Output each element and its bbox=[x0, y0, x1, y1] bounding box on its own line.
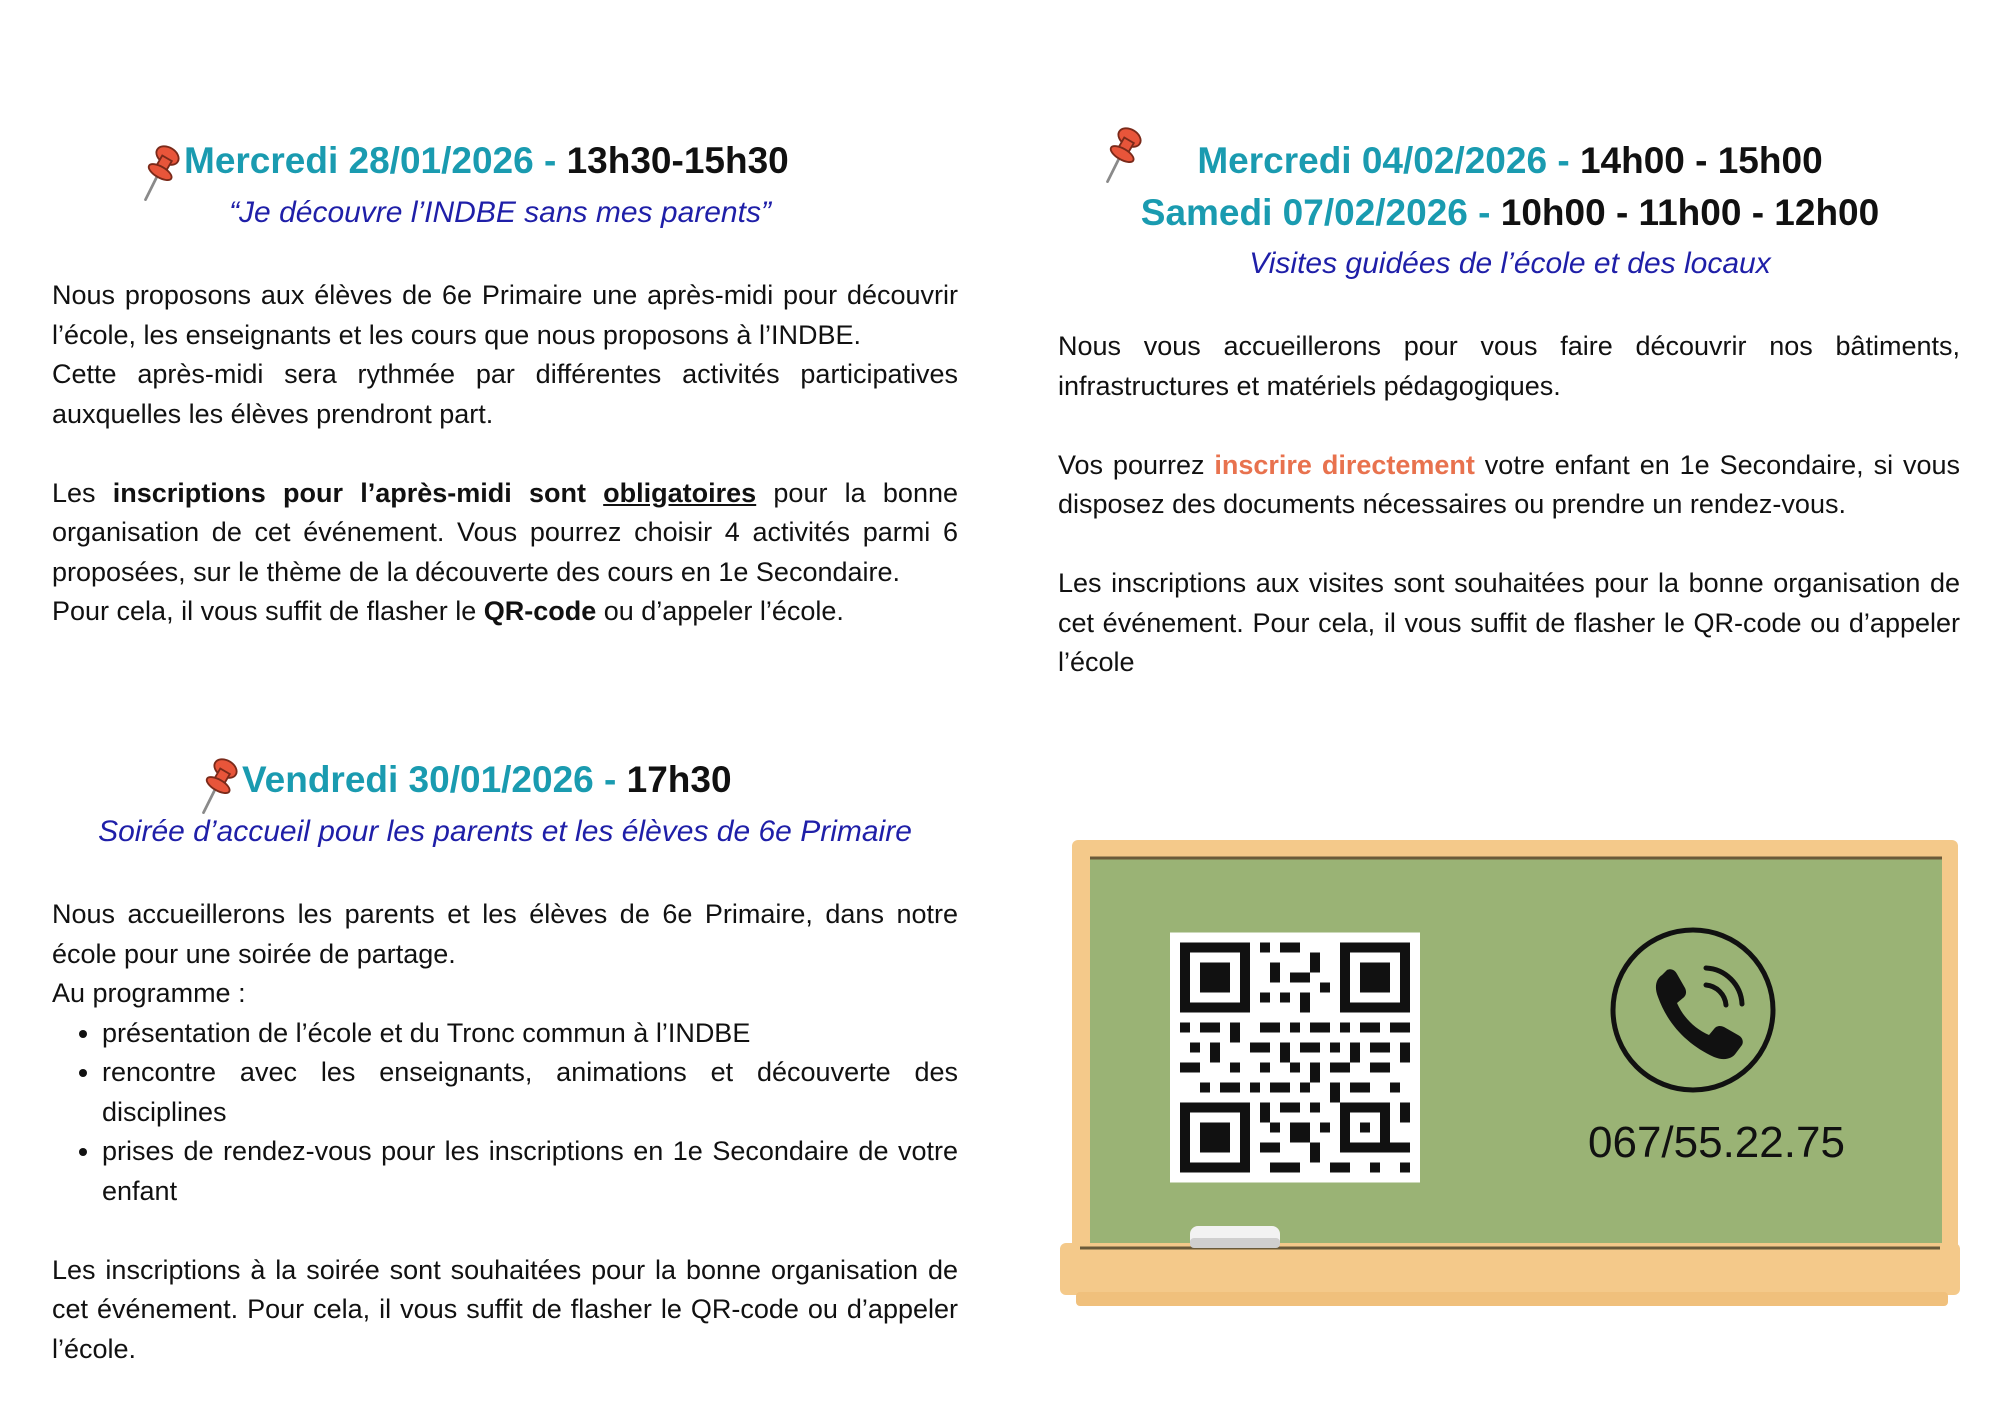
pushpin-icon bbox=[198, 755, 242, 817]
section3-body bbox=[1058, 327, 1960, 683]
program-list bbox=[52, 1014, 958, 1212]
section2-paragraph-2: Au programme : bbox=[52, 978, 246, 1008]
text-run: Les bbox=[52, 477, 113, 508]
section2-time: 17h30 bbox=[626, 759, 732, 800]
text-run: Pour cela, il vous suffit de flasher le bbox=[52, 596, 484, 626]
section3-date-1: Mercredi 04/02/2026 bbox=[1197, 140, 1548, 181]
section1-paragraph-3 bbox=[52, 474, 958, 593]
text-run-highlight: inscrire directement bbox=[1214, 449, 1475, 480]
title-separator: - bbox=[533, 140, 567, 181]
section1-date: Mercredi 28/01/2026 bbox=[184, 140, 534, 181]
pushpin-icon bbox=[140, 142, 184, 204]
text-run: pour la bonne organisation de cet événement. Vous pourrez choisir 4 activités parmi 6 proposées, sur le thème de la découverte des cours en 1e Secondaire. bbox=[52, 477, 958, 587]
section2-subtitle: Soirée d’accueil pour les parents et les élèves de 6e Primaire bbox=[98, 815, 912, 848]
section3-paragraph-3: Les inscriptions aux visites sont souhaitées pour la bonne organisation de cet événement. Pour cela, il vous suffit de flasher le QR-code ou d’appeler l’école bbox=[1058, 568, 1960, 677]
section3-title-line2 bbox=[1060, 188, 1960, 238]
list-item: • rencontre avec les enseignants, animations et découverte des disciplines bbox=[102, 1053, 958, 1132]
section2-paragraph-1: Nous accueillerons les parents et les élèves de 6e Primaire, dans notre école pour une soirée de partage. bbox=[52, 899, 958, 969]
section2-paragraph-3: Les inscriptions à la soirée sont souhaitées pour la bonne organisation de cet événement. Pour cela, il vous suffit de flasher le QR-code ou d’appeler l’école. bbox=[52, 1254, 958, 1364]
text-run-bold: QR-code bbox=[483, 596, 597, 626]
section3-time-1: 14h00 - 15h00 bbox=[1579, 140, 1823, 181]
qr-code[interactable] bbox=[1170, 930, 1420, 1185]
section2-title bbox=[242, 755, 732, 805]
text-run: votre enfant en 1e Secondaire, si vous disposez des documents nécessaires ou prendre un rendez-vous. bbox=[1058, 449, 1961, 519]
section1-subtitle: “Je découvre l’INDBE sans mes parents” bbox=[229, 196, 771, 229]
section1-paragraph-4 bbox=[52, 592, 958, 632]
section1-paragraph-1: Nous proposons aux élèves de 6e Primaire une après-midi pour découvrir l’école, les enseignants et les cours que nous proposons à l’INDBE. bbox=[52, 280, 958, 350]
section1-title bbox=[184, 136, 789, 186]
section2-body bbox=[52, 895, 958, 1369]
title-separator: - bbox=[1547, 140, 1580, 181]
section3-time-2: 10h00 - 11h00 - 12h00 bbox=[1500, 192, 1880, 233]
text-run-bold: inscriptions pour l’après-midi sont bbox=[112, 477, 604, 508]
text-run: Vos pourrez bbox=[1058, 449, 1215, 480]
section3-title-line1 bbox=[1060, 136, 1960, 186]
title-separator: - bbox=[1467, 192, 1501, 233]
section3-paragraph-2 bbox=[1058, 446, 1960, 525]
section3-date-2: Samedi 07/02/2026 bbox=[1140, 192, 1468, 233]
section1-paragraph-2: Cette après-midi sera rythmée par différentes activités participatives auxquelles les élèves prendront part. bbox=[52, 359, 958, 429]
section3-subtitle: Visites guidées de l’école et des locaux bbox=[1249, 247, 1771, 280]
section3-paragraph-1: Nous vous accueillerons pour vous faire découvrir nos bâtiments, infrastructures et matériels pédagogiques. bbox=[1058, 331, 1960, 401]
title-separator: - bbox=[593, 759, 627, 800]
text-run: ou d’appeler l’école. bbox=[596, 596, 844, 626]
list-item: • prises de rendez-vous pour les inscriptions en 1e Secondaire de votre enfant bbox=[102, 1132, 958, 1211]
chalkboard bbox=[1060, 840, 1960, 1310]
text-run-underline: obligatoires bbox=[603, 477, 757, 508]
section2-date: Vendredi 30/01/2026 bbox=[242, 759, 594, 800]
phone-number[interactable]: 067/55.22.75 bbox=[1588, 1118, 1845, 1167]
section1-time: 13h30-15h30 bbox=[566, 140, 789, 181]
list-item: • présentation de l’école et du Tronc commun à l’INDBE bbox=[102, 1014, 958, 1054]
section1-body bbox=[52, 276, 958, 632]
